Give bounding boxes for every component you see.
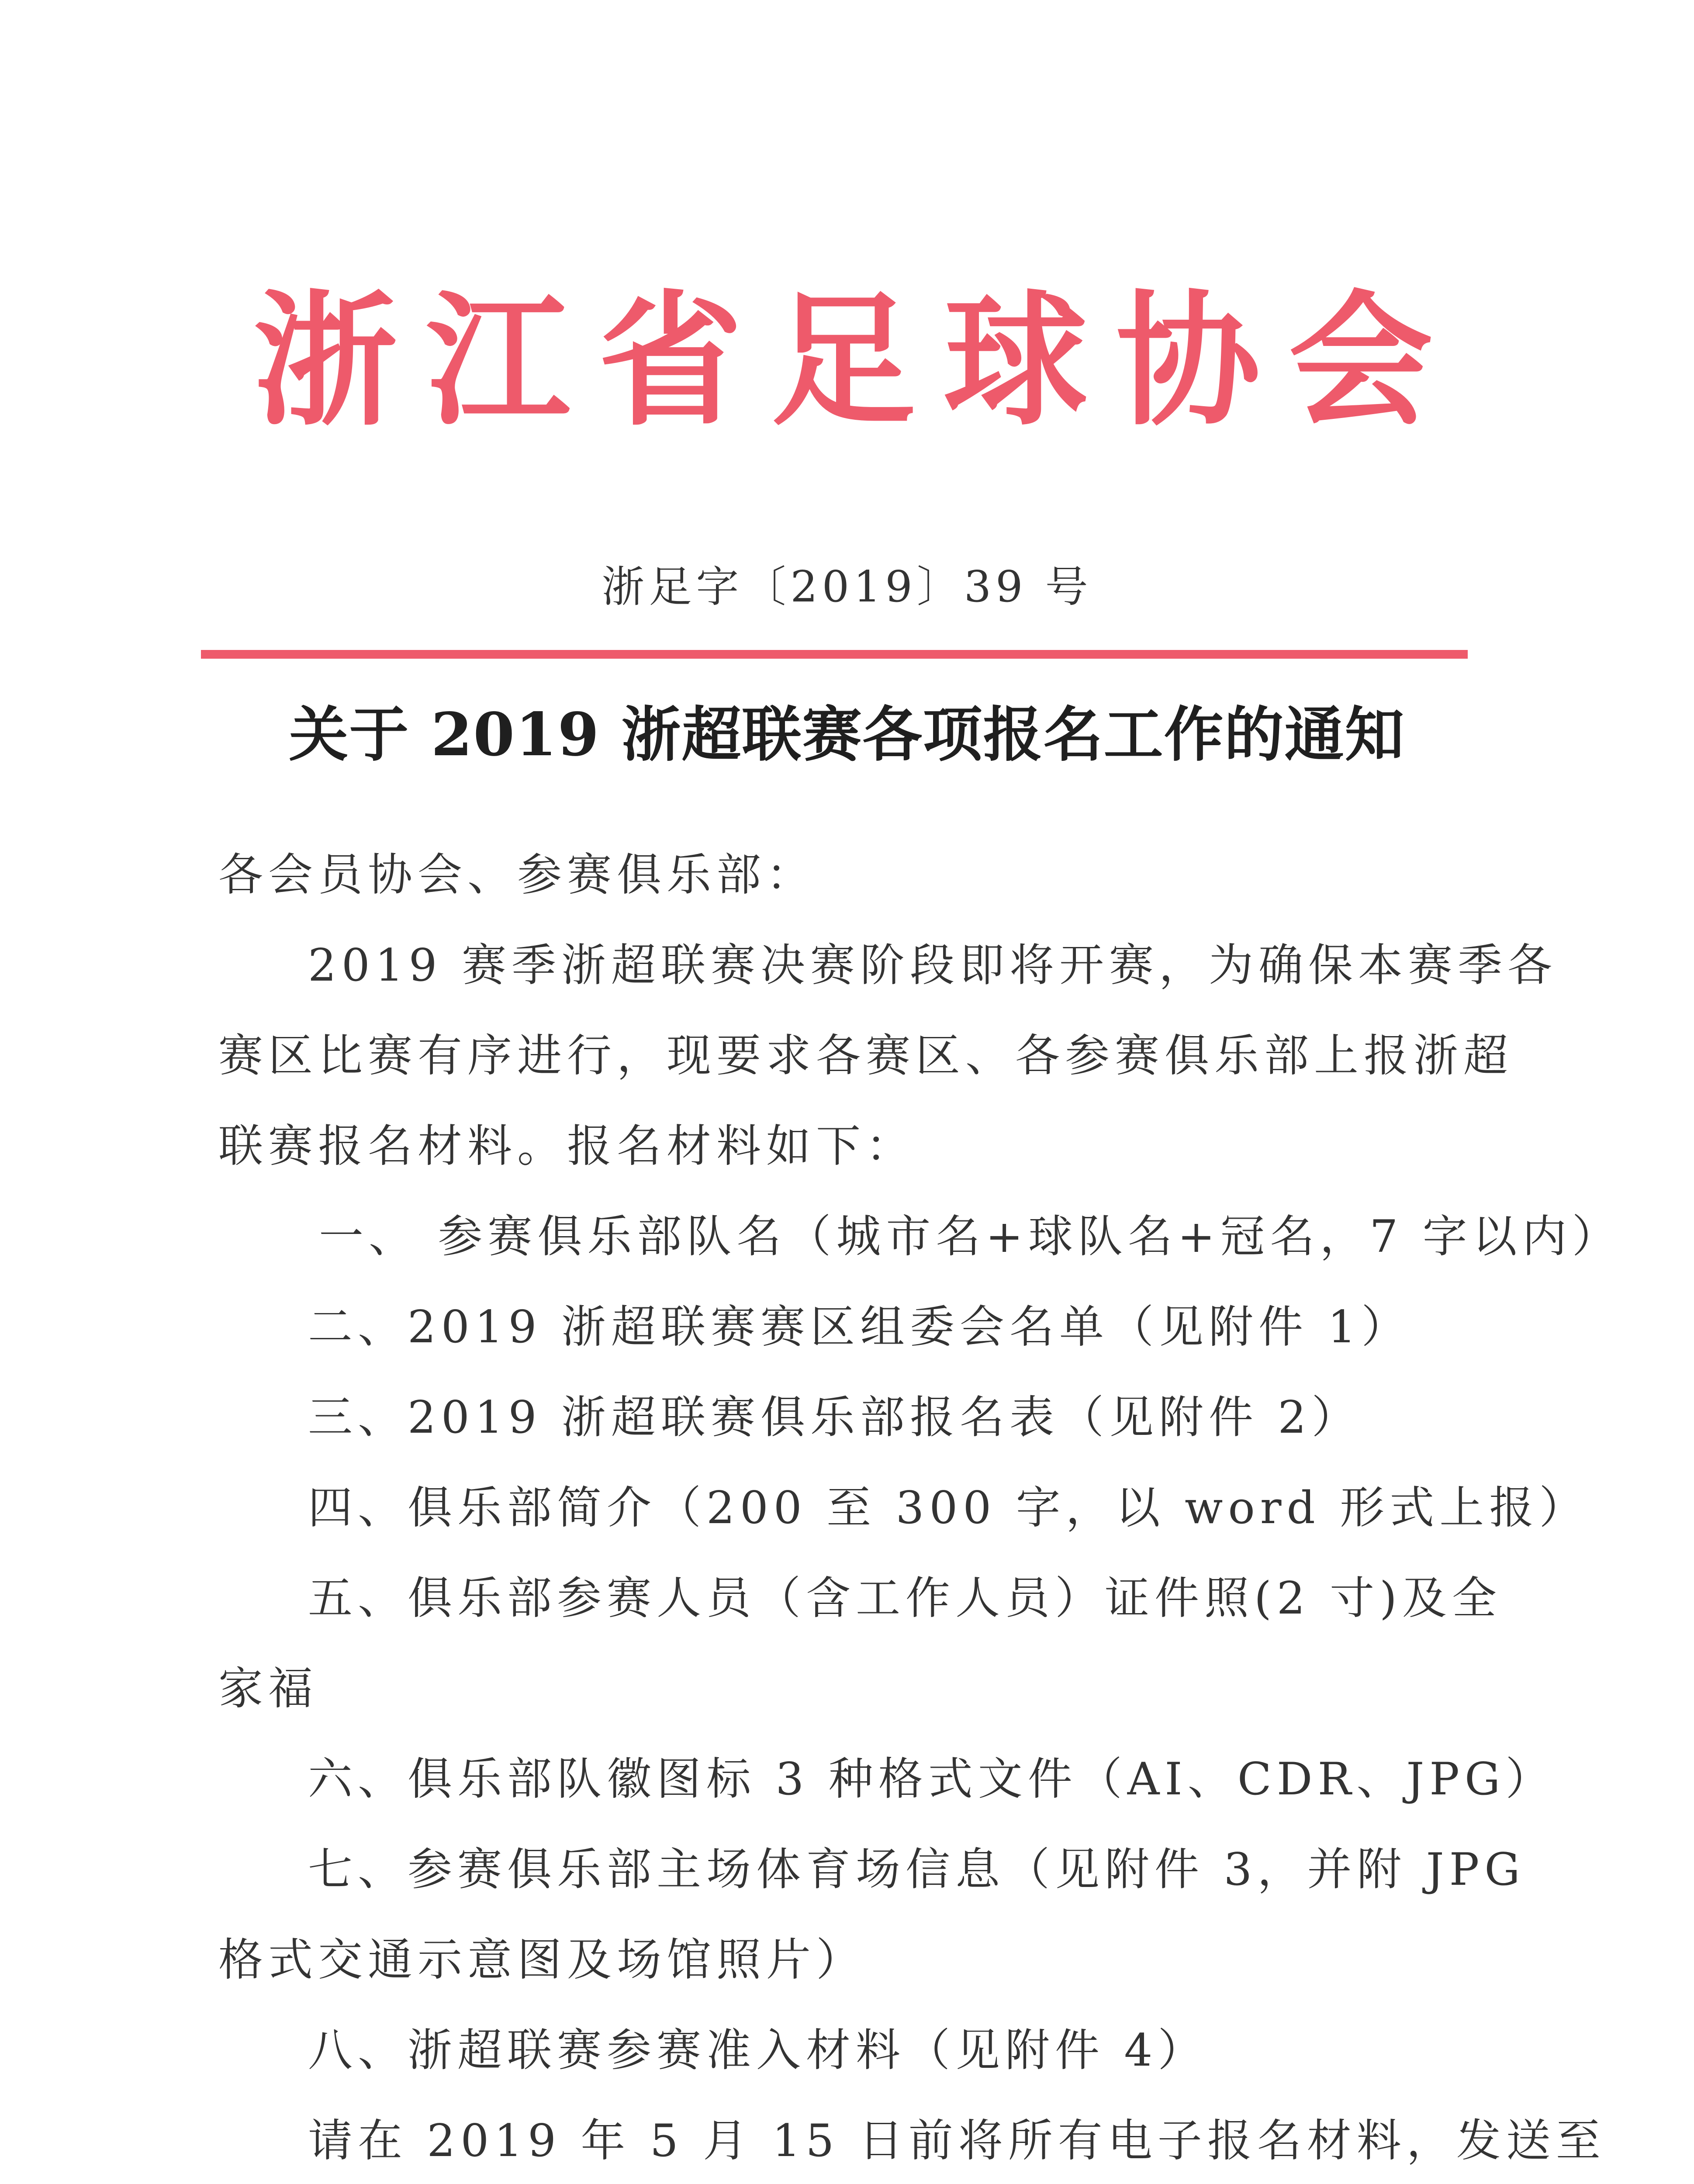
org-char: 浙 — [253, 276, 398, 445]
document-number: 浙足字〔2019〕39 号 — [602, 562, 1092, 612]
org-char: 足 — [771, 276, 915, 445]
list-item: 三、2019 浙超联赛俱乐部报名表（见附件 2） — [308, 1392, 1362, 1444]
list-item: 七、参赛俱乐部主场体育场信息（见附件 3，并附 JPG — [308, 1844, 1525, 1896]
org-char: 江 — [426, 276, 570, 445]
salutation: 各会员协会、参赛俱乐部： — [218, 849, 816, 901]
list-item: 四、俱乐部简介（200 至 300 字，以 word 形式上报） — [308, 1482, 1589, 1534]
org-char: 球 — [944, 276, 1088, 445]
notice-title: 关于 2019 浙超联赛各项报名工作的通知 — [289, 700, 1405, 770]
org-char: 省 — [598, 276, 743, 445]
closing-line: 请在 2019 年 5 月 15 日前将所有电子报名材料，发送至 — [308, 2115, 1606, 2167]
list-item-continuation: 格式交通示意图及场馆照片） — [218, 1934, 866, 1986]
org-char: 会 — [1289, 276, 1433, 445]
red-divider — [201, 650, 1468, 659]
list-item: 五、俱乐部参赛人员（含工作人员）证件照(2 寸)及全 — [308, 1572, 1502, 1624]
list-item: 二、2019 浙超联赛赛区组委会名单（见附件 1） — [308, 1301, 1411, 1353]
organization-header — [253, 276, 1433, 445]
intro-line: 赛区比赛有序进行，现要求各赛区、各参赛俱乐部上报浙超 — [218, 1030, 1513, 1082]
notice-body — [218, 830, 1622, 2184]
list-item: 一、 参赛俱乐部队名（城市名+球队名+冠名，7 字以内） — [319, 1211, 1622, 1263]
list-item: 八、浙超联赛参赛准入材料（见附件 4） — [308, 2025, 1208, 2077]
list-item: 六、俱乐部队徽图标 3 种格式文件（AI、CDR、JPG） — [308, 1753, 1556, 1805]
intro-line: 2019 赛季浙超联赛决赛阶段即将开赛，为确保本赛季各 — [308, 940, 1558, 992]
org-char: 协 — [1116, 276, 1260, 445]
list-item-continuation: 家福 — [218, 1663, 318, 1715]
intro-line: 联赛报名材料。报名材料如下： — [218, 1120, 916, 1172]
